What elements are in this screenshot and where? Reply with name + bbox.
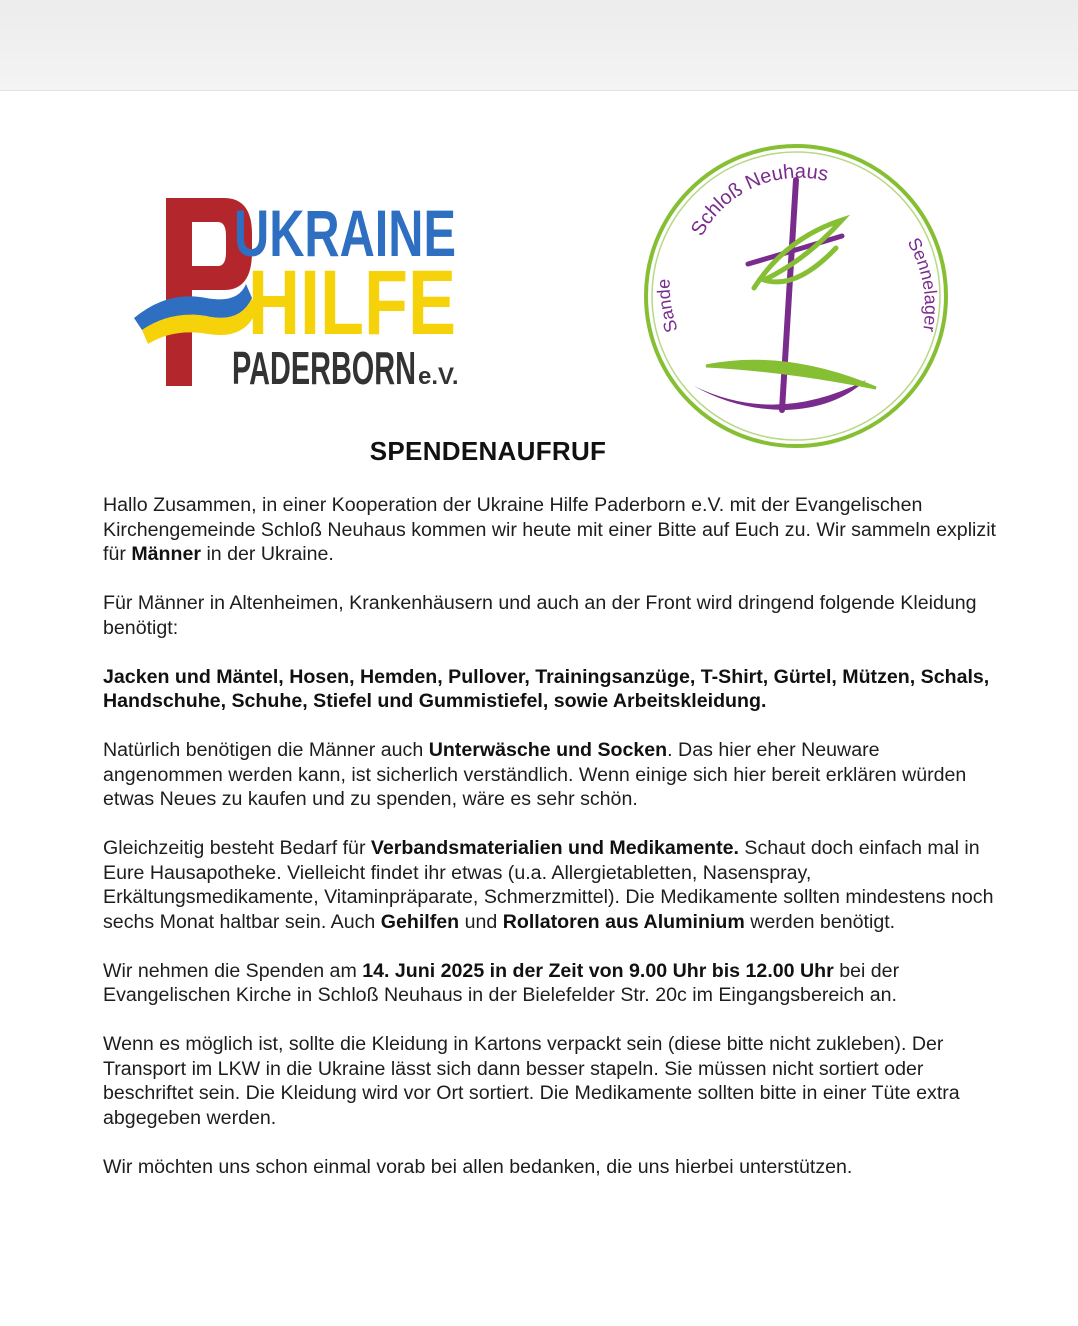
letter-body: [103, 493, 1003, 1179]
paragraph-packing: Wenn es möglich ist, sollte die Kleidung in Kartons verpackt sein (diese bitte nicht zukleben). Der Transport im LKW in die Ukraine lässt sich dann besser stapeln. Sie müssen nicht sortiert oder beschriftet sein. Die Kleidung wird vor Ort sortiert. Die Medikamente sollten bitte in einer Tüte extra abgegeben werden.: [103, 1033, 960, 1129]
logo-line3: PADERBORN: [232, 342, 416, 394]
paragraph-need: Für Männer in Altenheimen, Krankenhäusern und auch an der Front wird dringend folgende Kleidung benötigt:: [103, 592, 977, 639]
page-title: SPENDENAUFRUF: [369, 436, 607, 466]
logo-right-text: Sennelager: [903, 234, 942, 334]
logo-suffix: e.V.: [418, 363, 459, 390]
svg-text:Sennelager: [904, 234, 941, 333]
logo-wave-green: [706, 361, 876, 388]
paragraph-date-location: Wir nehmen die Spenden am 14. Juni 2025 in der Zeit von 9.00 Uhr bis 12.00 Uhr bei der Evangelischen Kirche in Schloß Neuhaus in der Bielefelder Str. 20c im Eingangsbereich an.: [103, 959, 900, 1006]
paragraph-clothing-list: Jacken und Mäntel, Hosen, Hemden, Pullover, Trainingsanzüge, T-Shirt, Gürtel, Mützen, Schals, Handschuhe, Schuhe, Stiefel und Gummistiefel, sowie Arbeitskleidung.: [103, 665, 990, 712]
logo-line1: UKRAINE: [234, 196, 456, 270]
ukraine-hilfe-logo: [128, 186, 468, 396]
paragraph-intro: Hallo Zusammen, in einer Kooperation der Ukraine Hilfe Paderborn e.V. mit der Evangelischen Kirchengemeinde Schloß Neuhaus kommen wir heute mit einer Bitte auf Euch zu. Wir sammeln explizit für Männer in der Ukraine.: [103, 494, 996, 565]
paragraph-medical: Gleichzeitig besteht Bedarf für Verbandsmaterialien und Medikamente. Schaut doch einfach mal in Eure Hausapotheke. Vielleicht findet ihr etwas (u.a. Allergietabletten, Nasenspray, Erkältungsmedikamente, Vitaminpräparate, Schmerzmittel). Die Medikamente sollten mindestens noch sechs Monat haltbar sein. Auch Gehilfen und Rollatoren aus Aluminium werden benötigt.: [103, 837, 994, 933]
logo-line2: HILFE: [248, 252, 456, 354]
logo-left-text: Sande: [653, 278, 682, 335]
logo-fish: [754, 220, 842, 288]
paragraph-underwear: Natürlich benötigen die Männer auch Unterwäsche und Socken. Das hier eher Neuware angenommen werden kann, ist sicherlich verständlich. Wenn einige sich hier bereit erklären würden etwas Neues zu kaufen und zu spenden, wäre es sehr schön.: [103, 739, 967, 810]
paragraph-thanks: Wir möchten uns schon einmal vorab bei allen bedanken, die uns hierbei unterstützen.: [103, 1155, 853, 1178]
church-logo: [636, 140, 956, 452]
logo-top-text: Schloß Neuhaus: [686, 160, 831, 240]
top-bar: [0, 0, 1078, 91]
svg-text:Sande: [654, 279, 682, 335]
